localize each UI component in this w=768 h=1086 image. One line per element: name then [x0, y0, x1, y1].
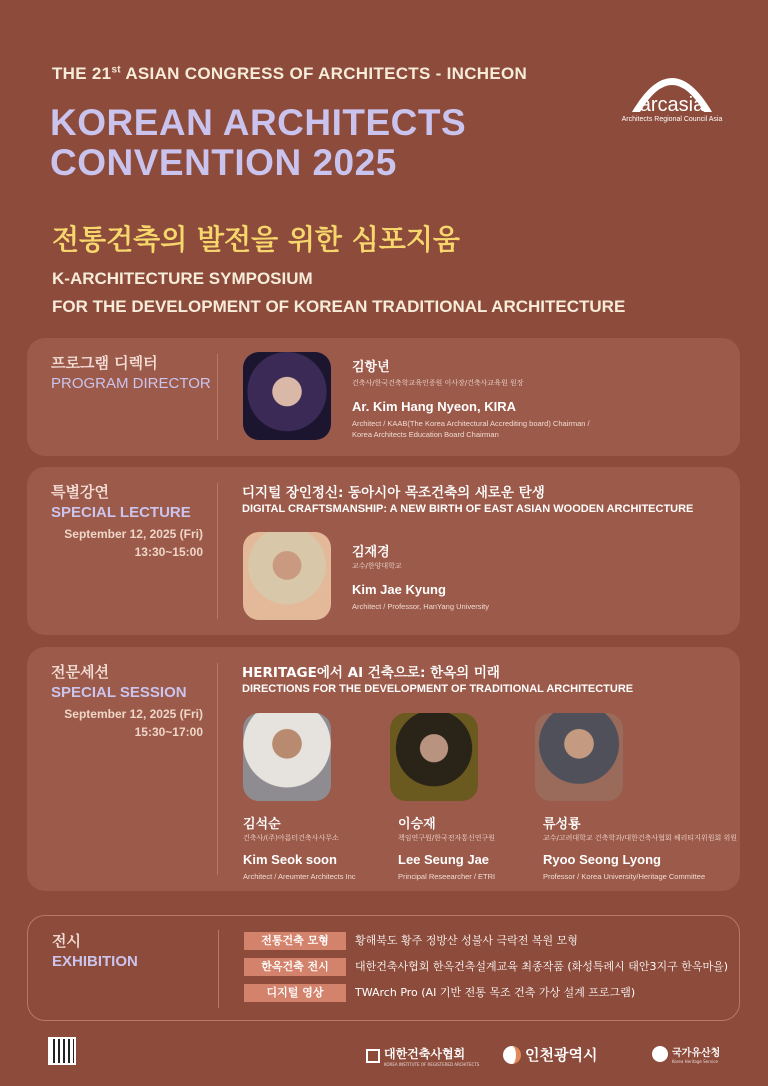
- kira-logo: [366, 1045, 479, 1067]
- logo-name: arcasia: [639, 94, 705, 116]
- section-label: [51, 661, 203, 741]
- subtitle: [52, 265, 625, 321]
- exhibition-tag: 전통건축 모형: [244, 932, 346, 950]
- speaker-name-ko: 이승재: [398, 817, 436, 832]
- speaker-name-ko: 김항년: [352, 360, 390, 375]
- time: 13:30~15:00: [134, 545, 203, 559]
- speaker-photo: [390, 713, 478, 801]
- session-datetime: [51, 525, 203, 561]
- arcasia-logo: [612, 64, 732, 126]
- speaker-photo: [243, 352, 331, 440]
- kira-name-en: KOREA INSTITUTE OF REGISTERED ARCHITECTS: [384, 1062, 480, 1067]
- exhibition-desc: 황해북도 황주 정방산 성불사 극락전 복원 모형: [355, 934, 578, 947]
- divider: [217, 663, 218, 875]
- date: September 12, 2025 (Fri): [64, 707, 203, 721]
- speaker-role-en: Architect / Professor, HanYang University: [352, 602, 489, 611]
- speaker-name-en: Ar. Kim Hang Nyeon, KIRA: [352, 399, 516, 414]
- heritage-logo: [652, 1044, 720, 1064]
- subtitle-line-2: FOR THE DEVELOPMENT OF KOREAN TRADITIONAL ARCHITECTURE: [52, 297, 626, 316]
- session-title-ko: 디지털 장인정신: 동아시아 목조건축의 새로운 탄생: [242, 485, 545, 501]
- incheon-icon: [503, 1046, 521, 1064]
- speaker-photo: [535, 713, 623, 801]
- kira-name: 대한건축사협회: [384, 1047, 466, 1061]
- qr-code-icon[interactable]: [48, 1037, 76, 1065]
- label-en: PROGRAM DIRECTOR: [51, 375, 211, 392]
- congress-title: [52, 64, 527, 84]
- time: 15:30~17:00: [134, 725, 203, 739]
- exhibition-panel: [27, 915, 740, 1021]
- session-title-en: DIRECTIONS FOR THE DEVELOPMENT OF TRADITIONAL ARCHITECTURE: [242, 683, 634, 695]
- label-ko: 프로그램 디렉터: [51, 354, 158, 372]
- kira-icon: [366, 1049, 380, 1063]
- speaker-role-en: Principal Reseearcher / ETRI: [398, 872, 496, 881]
- date: September 12, 2025 (Fri): [64, 527, 203, 541]
- incheon-name: 인천광역시: [525, 1046, 598, 1064]
- congress-pre: THE 21: [52, 64, 112, 83]
- heritage-name: 국가유산청: [672, 1048, 721, 1059]
- program-director-panel: [27, 338, 740, 456]
- speaker-name-en: Kim Jae Kyung: [352, 582, 446, 597]
- special-lecture-panel: [27, 467, 740, 635]
- label-ko: 전문세션: [51, 663, 109, 681]
- speaker-name-en: Lee Seung Jae: [398, 852, 490, 867]
- incheon-logo: [503, 1044, 597, 1065]
- role-line-1: Architect / KAAB(The Korea Architectural Accrediting board) Chairman /: [352, 419, 590, 428]
- korean-heading: 전통건축의 발전을 위한 심포지움: [52, 223, 460, 256]
- special-session-panel: [27, 647, 740, 891]
- speaker-role-en: Architect / Areumter Architects Inc: [243, 872, 356, 881]
- label-ko: 특별강연: [51, 483, 109, 501]
- heritage-name-en: Korea Heritage Service: [672, 1059, 718, 1064]
- speaker-role-ko: 교수/한양대학교: [352, 562, 402, 570]
- congress-post: ASIAN CONGRESS OF ARCHITECTS - INCHEON: [120, 64, 528, 83]
- speaker-role-ko: 책임연구원/한국전자통신연구원: [398, 834, 496, 842]
- congress-sup: st: [111, 64, 121, 76]
- label-en: EXHIBITION: [52, 953, 138, 970]
- speaker-name-en: Kim Seok soon: [243, 852, 337, 867]
- speaker-name-ko: 김재경: [352, 545, 390, 560]
- speaker-name-ko: 김석순: [243, 817, 281, 832]
- speaker-name-ko: 류성룡: [543, 817, 581, 832]
- role-line-2: Korea Architects Education Board Chairman: [352, 430, 499, 439]
- speaker-role-ko: 건축사/(주)아름터건축사사무소: [243, 834, 339, 842]
- session-title-ko: HERITAGE에서 AI 건축으로: 한옥의 미래: [242, 665, 500, 681]
- exhibition-tag: 디지털 영상: [244, 984, 346, 1002]
- title-line-1: KOREAN ARCHITECTS: [50, 102, 467, 143]
- section-label: [51, 481, 203, 561]
- speaker-role-ko: 교수/고려대학교 건축학과/대한건축사협회 헤리티지위원회 위원: [543, 834, 737, 842]
- label-en: SPECIAL SESSION: [51, 684, 187, 701]
- logo-tagline: Architects Regional Council Asia: [621, 116, 723, 123]
- convention-title: [50, 103, 466, 183]
- speaker-role-en: [352, 418, 590, 440]
- speaker-photo: [243, 713, 331, 801]
- speaker-role-en: Professor / Korea University/Heritage Committee: [543, 872, 706, 881]
- speaker-role-ko: 건축사/한국건축학교육인증원 이사장/건축사교육원 원장: [352, 379, 524, 387]
- label-en: SPECIAL LECTURE: [51, 504, 191, 521]
- title-line-2: CONVENTION 2025: [50, 142, 397, 183]
- heritage-icon: [652, 1046, 668, 1062]
- section-label: [52, 930, 138, 970]
- exhibition-tag: 한옥건축 전시: [244, 958, 346, 976]
- divider: [217, 483, 218, 619]
- label-ko: 전시: [52, 932, 81, 950]
- section-label: [51, 352, 211, 392]
- exhibition-desc: 대한건축사협회 한옥건축설계교육 최종작품 (화성특례시 태안3지구 한옥마을): [355, 960, 729, 973]
- divider: [217, 354, 218, 440]
- subtitle-line-1: K-ARCHITECTURE SYMPOSIUM: [52, 269, 313, 288]
- session-title-en: DIGITAL CRAFTSMANSHIP: A NEW BIRTH OF EAST ASIAN WOODEN ARCHITECTURE: [242, 503, 694, 515]
- speaker-name-en: Ryoo Seong Lyong: [543, 852, 661, 867]
- divider: [218, 930, 219, 1008]
- speaker-photo: [243, 532, 331, 620]
- session-datetime: [51, 705, 203, 741]
- exhibition-desc: TWArch Pro (AI 기반 전통 목조 건축 가상 설계 프로그램): [355, 986, 636, 999]
